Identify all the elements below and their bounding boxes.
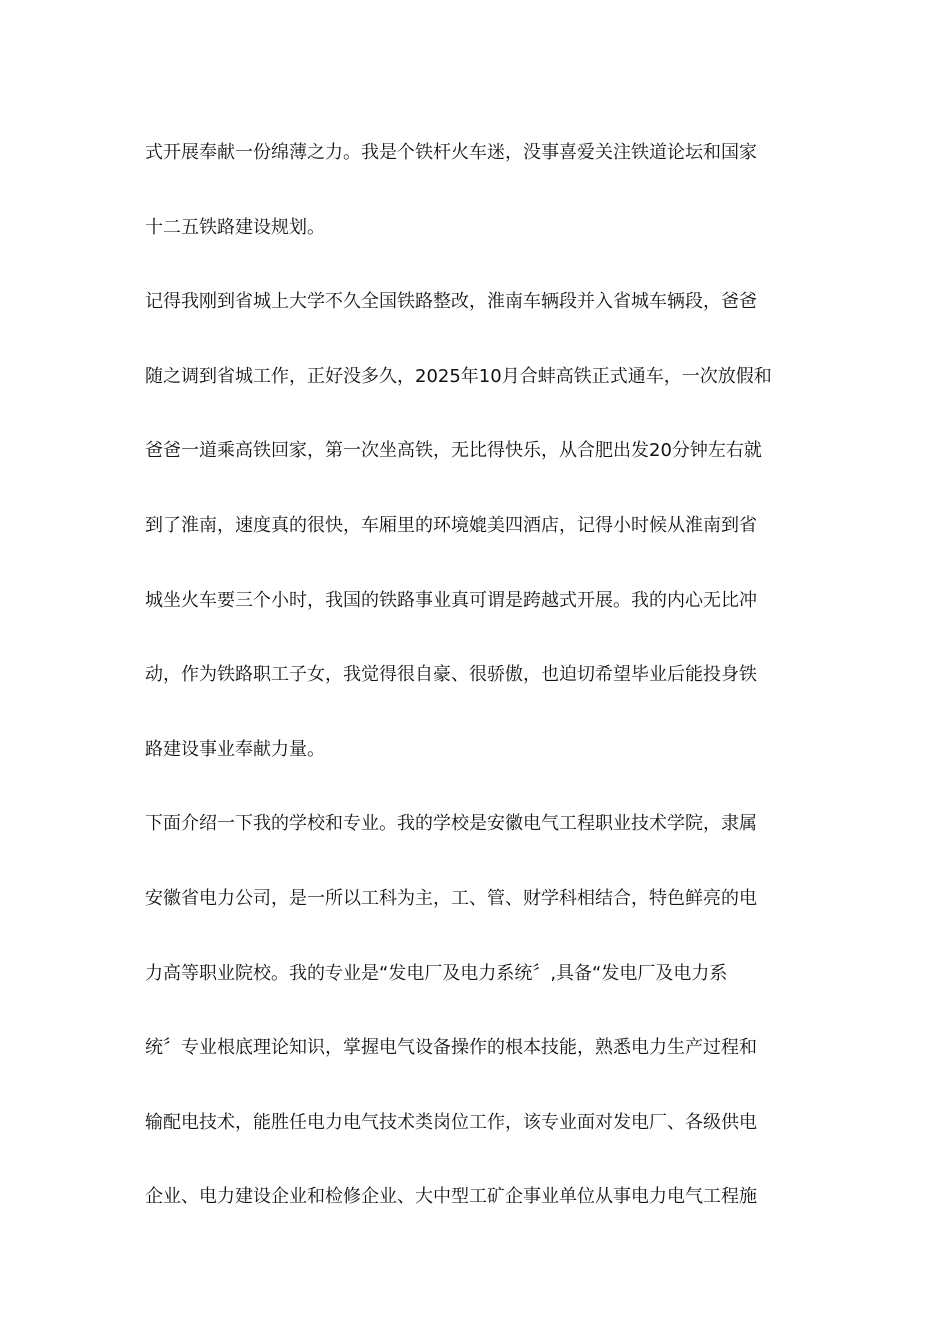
text-line: 记得我刚到省城上大学不久全国铁路整改，淮南车辆段并入省城车辆段，爸爸	[145, 291, 757, 313]
text-line: 统〞专业根底理论知识，掌握电气设备操作的根本技能，熟悉电力生产过程和	[145, 1037, 757, 1059]
body-text	[145, 127, 810, 1246]
text-line: 安徽省电力公司，是一所以工科为主，工、管、财学科相结合，特色鲜亮的电	[145, 887, 757, 909]
text-line: 到了淮南，速度真的很快，车厢里的环境媲美四酒店，记得小时候从淮南到省	[145, 514, 757, 536]
text-line: 动，作为铁路职工子女，我觉得很自豪、很骄傲，也迫切希望毕业后能投身铁	[145, 664, 757, 686]
text-line: 下面介绍一下我的学校和专业。我的学校是安徽电气工程职业技术学院，隶属	[145, 813, 757, 835]
text-line: 力高等职业院校。我的专业是“发电厂及电力系统〞,具备“发电厂及电力系	[145, 962, 728, 984]
text-line: 爸爸一道乘高铁回家，第一次坐高铁，无比得快乐，从合肥出发20分钟左右就	[145, 440, 762, 462]
text-line: 路建设事业奉献力量。	[145, 738, 325, 760]
text-line: 输配电技术，能胜任电力电气技术类岗位工作，该专业面对发电厂、各级供电	[145, 1111, 757, 1133]
text-line: 城坐火车要三个小时，我国的铁路事业真可谓是跨越式开展。我的内心无比冲	[145, 589, 757, 611]
text-line: 企业、电力建设企业和检修企业、大中型工矿企事业单位从事电力电气工程施	[145, 1186, 757, 1208]
text-line: 十二五铁路建设规划。	[145, 216, 325, 238]
text-line: 式开展奉献一份绵薄之力。我是个铁杆火车迷，没事喜爱关注铁道论坛和国家	[145, 142, 757, 163]
text-line: 随之调到省城工作，正好没多久，2025年10月合蚌高铁正式通车，一次放假和	[145, 365, 772, 387]
